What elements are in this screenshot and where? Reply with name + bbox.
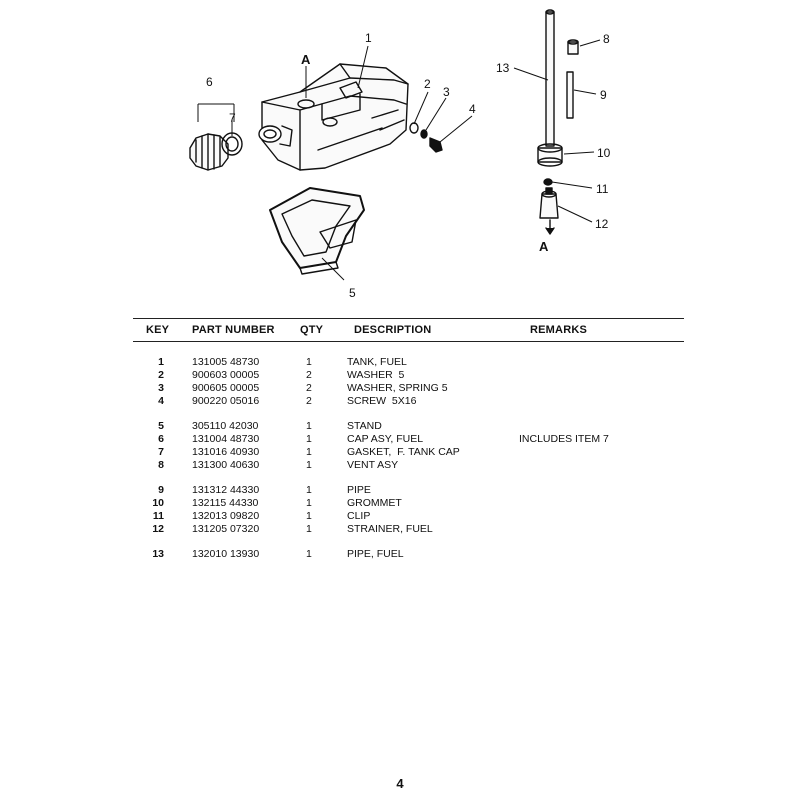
row-description: PIPE, FUEL <box>347 548 404 560</box>
table-top-rule <box>133 318 684 319</box>
row-part-number: 131300 40630 <box>192 459 260 471</box>
table-row <box>0 356 800 370</box>
row-key: 12 <box>152 523 164 535</box>
row-description: PIPE <box>347 484 371 496</box>
callout-1: 1 <box>365 31 372 45</box>
table-row <box>0 459 800 473</box>
table-row <box>0 369 800 383</box>
row-part-number: 131004 48730 <box>192 433 260 445</box>
row-key: 7 <box>158 446 164 458</box>
row-part-number: 131005 48730 <box>192 356 260 368</box>
row-description: WASHER 5 <box>347 369 405 381</box>
row-description: SCREW 5X16 <box>347 395 417 407</box>
callout-10: 10 <box>597 146 611 160</box>
row-qty: 1 <box>306 548 312 560</box>
table-row <box>0 395 800 409</box>
header-key: KEY <box>146 324 170 336</box>
row-qty: 2 <box>306 395 312 407</box>
table-row <box>0 446 800 460</box>
row-qty: 2 <box>306 382 312 394</box>
reference-label-pipe: A <box>539 239 549 254</box>
callout-9: 9 <box>600 88 607 102</box>
row-key: 13 <box>152 548 164 560</box>
row-qty: 1 <box>306 446 312 458</box>
table-row <box>0 523 800 537</box>
row-key: 10 <box>152 497 164 509</box>
table-row <box>0 548 800 562</box>
row-part-number: 305110 42030 <box>192 420 259 432</box>
row-key: 2 <box>158 369 164 381</box>
row-qty: 1 <box>306 523 312 535</box>
row-qty: 1 <box>306 356 312 368</box>
row-key: 1 <box>158 356 164 368</box>
callout-13: 13 <box>496 61 510 75</box>
callout-8: 8 <box>603 32 610 46</box>
callout-4: 4 <box>469 102 476 116</box>
row-qty: 1 <box>306 484 312 496</box>
header-part-number: PART NUMBER <box>192 324 275 336</box>
table-row <box>0 497 800 511</box>
row-part-number: 132010 13930 <box>192 548 260 560</box>
row-part-number: 132115 44330 <box>192 497 259 509</box>
callout-12: 12 <box>595 217 609 231</box>
table-row <box>0 510 800 524</box>
row-key: 11 <box>152 510 164 522</box>
table-row <box>0 433 800 447</box>
row-remarks: INCLUDES ITEM 7 <box>519 433 609 445</box>
row-description: WASHER, SPRING 5 <box>347 382 448 394</box>
callout-7: 7 <box>229 111 236 125</box>
reference-label-tank: A <box>301 52 311 67</box>
header-remarks: REMARKS <box>530 324 588 336</box>
fastener-drawings <box>410 123 442 152</box>
row-description: GROMMET <box>347 497 402 509</box>
row-qty: 1 <box>306 420 312 432</box>
row-description: STRAINER, FUEL <box>347 523 433 535</box>
row-key: 6 <box>158 433 164 445</box>
header-description: DESCRIPTION <box>354 324 432 336</box>
table-row <box>0 382 800 396</box>
row-key: 5 <box>158 420 164 432</box>
row-key: 9 <box>158 484 164 496</box>
exploded-parts-diagram <box>0 0 800 310</box>
callout-6: 6 <box>206 75 213 89</box>
fuel-tank-drawing <box>259 64 408 170</box>
table-header-rule <box>133 341 684 342</box>
row-key: 3 <box>158 382 164 394</box>
row-part-number: 900605 00005 <box>192 382 260 394</box>
row-part-number: 900220 05016 <box>192 395 260 407</box>
row-description: STAND <box>347 420 382 432</box>
callout-5: 5 <box>349 286 356 300</box>
row-key: 8 <box>158 459 164 471</box>
table-row <box>0 420 800 434</box>
fuel-cap-drawing <box>190 133 242 170</box>
row-part-number: 131016 40930 <box>192 446 260 458</box>
row-part-number: 900603 00005 <box>192 369 260 381</box>
page-number: 4 <box>396 776 404 791</box>
row-qty: 2 <box>306 369 312 381</box>
row-part-number: 131312 44330 <box>192 484 260 496</box>
row-qty: 1 <box>306 497 312 509</box>
callout-2: 2 <box>424 77 431 91</box>
table-row <box>0 484 800 498</box>
row-description: CLIP <box>347 510 371 522</box>
row-qty: 1 <box>306 510 312 522</box>
row-description: VENT ASY <box>347 459 399 471</box>
fuel-pipe-drawing <box>538 10 578 234</box>
row-qty: 1 <box>306 459 312 471</box>
callout-11: 11 <box>596 182 609 196</box>
row-qty: 1 <box>306 433 312 445</box>
row-key: 4 <box>158 395 164 407</box>
row-description: TANK, FUEL <box>347 356 407 368</box>
row-part-number: 132013 09820 <box>192 510 260 522</box>
row-description: GASKET, F. TANK CAP <box>347 446 460 458</box>
stand-drawing <box>270 188 364 274</box>
row-part-number: 131205 07320 <box>192 523 260 535</box>
header-qty: QTY <box>300 324 324 336</box>
row-description: CAP ASY, FUEL <box>347 433 424 445</box>
callout-3: 3 <box>443 85 450 99</box>
